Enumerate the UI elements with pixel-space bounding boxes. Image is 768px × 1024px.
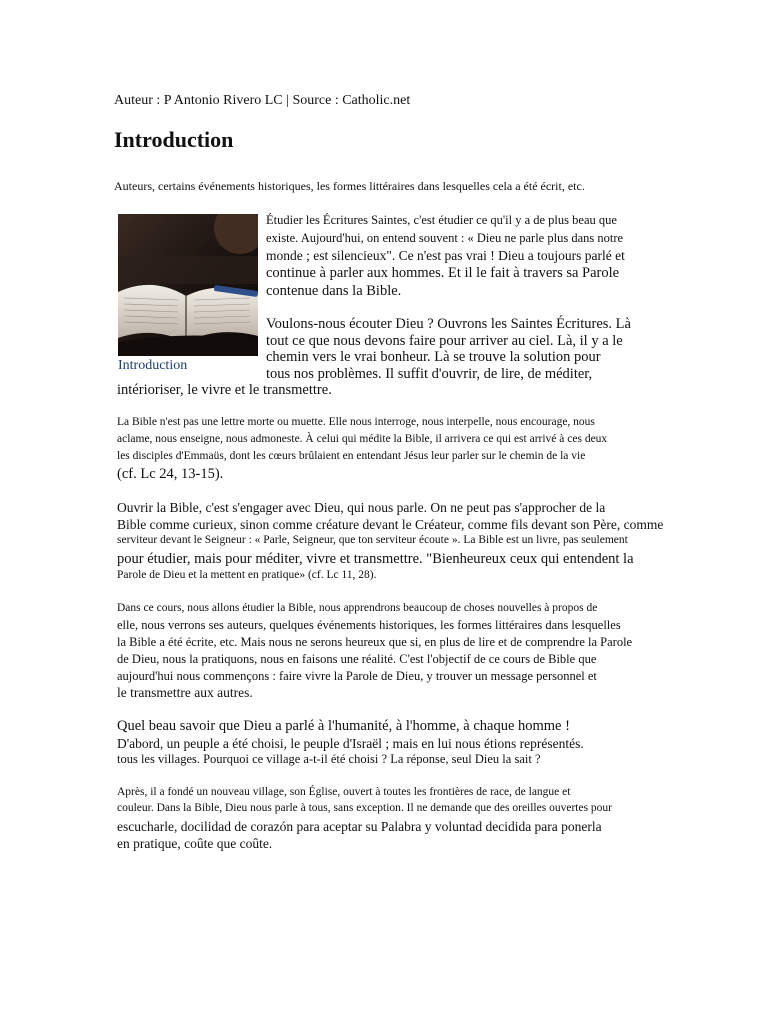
paragraph-line: La Bible n'est pas une lettre morte ou muette. Elle nous interroge, nous interpelle, nous encourage, nous [117, 416, 595, 428]
paragraph-line: contenue dans la Bible. [266, 283, 402, 299]
paragraph-line: chemin vers le vrai bonheur. Là se trouve la solution pour [266, 349, 601, 365]
paragraph-line: Dans ce cours, nous allons étudier la Bible, nous apprendrons beaucoup de choses nouvelles à propos de [117, 602, 598, 614]
paragraph-line: elle, nous verrons ses auteurs, quelques événements historiques, les formes littéraires dans lesquelles [117, 618, 621, 632]
paragraph-line: escucharle, docilidad de corazón para aceptar su Palabra y voluntad decidida para ponerla [117, 819, 602, 834]
paragraph-line: Quel beau savoir que Dieu a parlé à l'humanité, à l'homme, à chaque homme ! [117, 718, 570, 734]
paragraph-line: existe. Aujourd'hui, on entend souvent : « Dieu ne parle plus dans notre [266, 231, 624, 245]
paragraph-line: aujourd'hui nous commençons : faire vivre la Parole de Dieu, y trouver un message personnel et [117, 669, 597, 683]
paragraph-line: aclame, nous enseigne, nous admoneste. À celui qui médite la Bible, il arrivera ce qui est arrivé à ces deux [117, 433, 608, 445]
paragraph-line: Bible comme curieux, sinon comme créature devant le Créateur, comme fils devant son Père, comme [117, 517, 664, 532]
paragraph-line: serviteur devant le Seigneur : « Parle, Seigneur, que ton serviteur écoute ». La Bible est un livre, pas seulement [117, 534, 628, 546]
paragraph-line: les disciples d'Emmaüs, dont les cœurs brûlaient en entendant Jésus leur parler sur le chemin de la vie [117, 450, 586, 462]
author-source-line: Auteur : P Antonio Rivero LC | Source : Catholic.net [114, 93, 411, 108]
paragraph-line: pour étudier, mais pour méditer, vivre et transmettre. "Bienheureux ceux qui entendent la [117, 551, 634, 567]
paragraph-line: tous les villages. Pourquoi ce village a-t-il été choisi ? La réponse, seul Dieu la sait ? [117, 752, 541, 766]
open-bible-photo [118, 214, 258, 356]
paragraph-line: la Bible a été écrite, etc. Mais nous ne serons heureux que si, en plus de lire et de comprendre la Parole [117, 635, 633, 649]
paragraph-line: Après, il a fondé un nouveau village, son Église, ouvert à toutes les frontières de race, de langue et [117, 786, 571, 798]
paragraph-line: tout ce que nous devons faire pour arriver au ciel. Là, il y a le [266, 333, 623, 349]
paragraph-line: Étudier les Écritures Saintes, c'est étudier ce qu'il y a de plus beau que [266, 213, 617, 227]
paragraph-line: intérioriser, le vivre et le transmettre. [117, 382, 332, 398]
paragraph-line: couleur. Dans la Bible, Dieu nous parle à tous, sans exception. Il ne demande que des oreilles ouvertes pour [117, 802, 612, 814]
subtitle: Auteurs, certains événements historiques, les formes littéraires dans lesquelles cela a été écrit, etc. [114, 179, 585, 193]
paragraph-line: de Dieu, nous la pratiquons, nous en faisons une réalité. C'est l'objectif de ce cours de Bible que [117, 652, 597, 666]
paragraph-line: (cf. Lc 24, 13-15). [117, 466, 224, 482]
image-caption: Introduction [118, 358, 188, 373]
paragraph-line: continue à parler aux hommes. Et il le fait à travers sa Parole [266, 265, 620, 281]
paragraph-line: Parole de Dieu et la mettent en pratique» (cf. Lc 11, 28). [117, 569, 377, 581]
paragraph-line: en pratique, coûte que coûte. [117, 836, 273, 851]
page-title: Introduction [114, 127, 234, 152]
paragraph-line: monde ; est silencieux". Ce n'est pas vrai ! Dieu a toujours parlé et [266, 248, 625, 263]
paragraph-line: le transmettre aux autres. [117, 685, 253, 700]
paragraph-line: Ouvrir la Bible, c'est s'engager avec Dieu, qui nous parle. On ne peut pas s'approcher de la [117, 500, 606, 515]
paragraph-line: Voulons-nous écouter Dieu ? Ouvrons les Saintes Écritures. Là [266, 316, 631, 332]
paragraph-line: tous nos problèmes. Il suffit d'ouvrir, de lire, de méditer, [266, 366, 593, 382]
paragraph-line: D'abord, un peuple a été choisi, le peuple d'Israël ; mais en lui nous étions représentés. [117, 736, 584, 751]
